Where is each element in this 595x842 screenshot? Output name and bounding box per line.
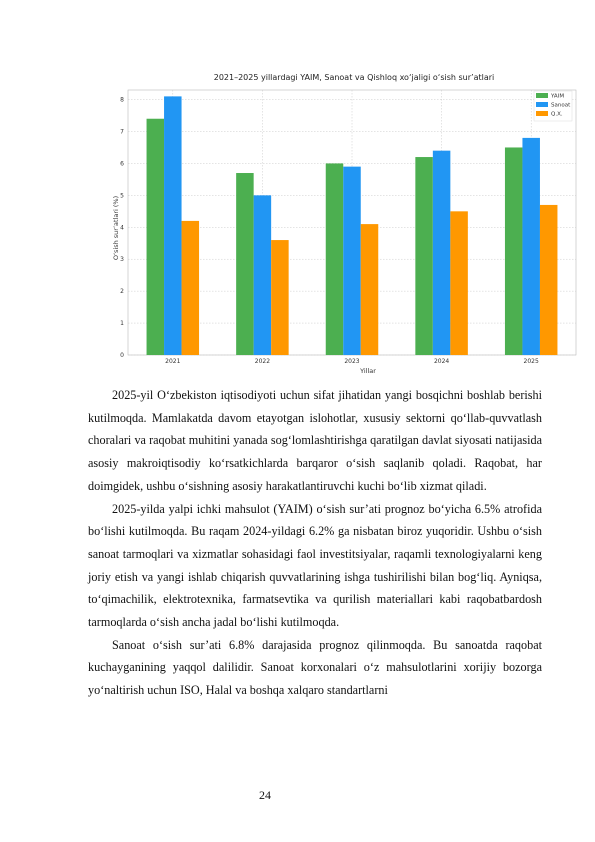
bar-YAIM-2022 (236, 173, 254, 355)
bar-Sanoat-2025 (522, 138, 540, 355)
bar-Q.X.-2025 (540, 205, 558, 355)
y-tick-label: 3 (120, 256, 124, 264)
bar-Sanoat-2024 (433, 151, 451, 355)
legend-entry: Q.X. (551, 111, 563, 118)
bar-Sanoat-2023 (343, 167, 361, 355)
bar-Q.X.-2024 (450, 211, 468, 355)
x-tick-label: 2024 (433, 358, 450, 365)
legend-entry: Sanoat (551, 102, 571, 109)
x-tick-label: 2021 (165, 358, 181, 365)
x-axis-label: Yillar (360, 367, 376, 375)
y-tick-label: 6 (120, 160, 124, 168)
body-text (88, 384, 542, 702)
bar-YAIM-2023 (326, 163, 344, 355)
legend-entry: YAIM (551, 93, 565, 100)
y-tick-label: 5 (120, 192, 124, 200)
y-tick-label: 2 (120, 288, 124, 296)
y-tick-label: 0 (120, 352, 124, 359)
paragraph-2: 2025-yilda yalpi ichki mahsulot (YAIM) o‘sish sur’ati prognoz bo‘yicha 6.5% atrofida bo‘lishi kutilmoqda. Bu raqam 2024-yildagi 6.2% ga nisbatan biroz yuqoridir. Ushbu o‘sish sanoat tarmoqlari va xizmatlar sohasidagi faol investitsiyalar, raqamli texnologiyalarni keng joriy etish va yangi ishlab chiqarish quvvatlarining ishga tushirilishi bilan bog‘liq. Ayniqsa, to‘qimachilik, elektrotexnika, farmatsevtika va qurilish materiallari kabi raqobatbardosh tarmoqlarda o‘sish ancha jadal bo‘lishi kutilmoqda. (88, 501, 542, 630)
paragraph-1: 2025-yil O‘zbekiston iqtisodiyoti uchun sifat jihatidan yangi bosqichni boshlab berishi kutilmoqda. Mamlakatda davom etayotgan islohotlar, xususiy sektorni qo‘llab-quvvatlash choralari va raqobat muhitini yanada sog‘lomlashtirishga qaratilgan davlat siyosati natijasida asosiy makroiqtisodiy ko‘rsatkichlarda barqaror o‘sish saqlanib qoladi. Raqobat, har doimgidek, ushbu o‘sishning asosiy harakatlantiruvchi kuchi bo‘lib xizmat qiladi. (88, 388, 542, 493)
x-ticks (165, 358, 539, 365)
x-tick-label: 2025 (523, 358, 539, 365)
x-tick-label: 2022 (254, 358, 271, 365)
y-tick-label: 8 (120, 96, 124, 104)
bar-YAIM-2021 (147, 119, 165, 355)
legend-swatch (536, 111, 548, 116)
y-tick-label: 7 (120, 128, 124, 136)
bar-Sanoat-2021 (164, 96, 182, 355)
bar-YAIM-2024 (415, 157, 433, 355)
bar-Q.X.-2022 (271, 240, 289, 355)
bar-Q.X.-2021 (182, 221, 200, 355)
y-ticks (120, 97, 124, 359)
chart-legend (534, 91, 572, 121)
bar-YAIM-2025 (505, 147, 523, 355)
y-axis-label: O‘sish sur’atlari (%) (112, 195, 120, 261)
legend-swatch (536, 93, 548, 98)
legend-swatch (536, 102, 548, 107)
page-number: 24 (259, 788, 271, 802)
bar-Sanoat-2022 (254, 195, 272, 355)
x-tick-label: 2023 (344, 358, 360, 365)
chart-title: 2021–2025 yillardagi YAIM, Sanoat va Qishloq xo‘jaligi o‘sish sur’atlari (213, 73, 495, 82)
growth-chart (106, 68, 582, 380)
bar-Q.X.-2023 (361, 224, 379, 355)
growth-chart-svg (106, 68, 582, 380)
paragraph-3: Sanoat o‘sish sur’ati 6.8% darajasida prognoz qilinmoqda. Bu sanoatda raqobat kuchayganining yaqqol dalilidir. Sanoat korxonalari o‘z mahsulotlarini xorijiy bozorga yo‘naltirish uchun ISO, Halal va boshqa xalqaro standartlarni (88, 637, 542, 698)
y-tick-label: 4 (120, 224, 124, 232)
y-tick-label: 1 (120, 320, 124, 328)
